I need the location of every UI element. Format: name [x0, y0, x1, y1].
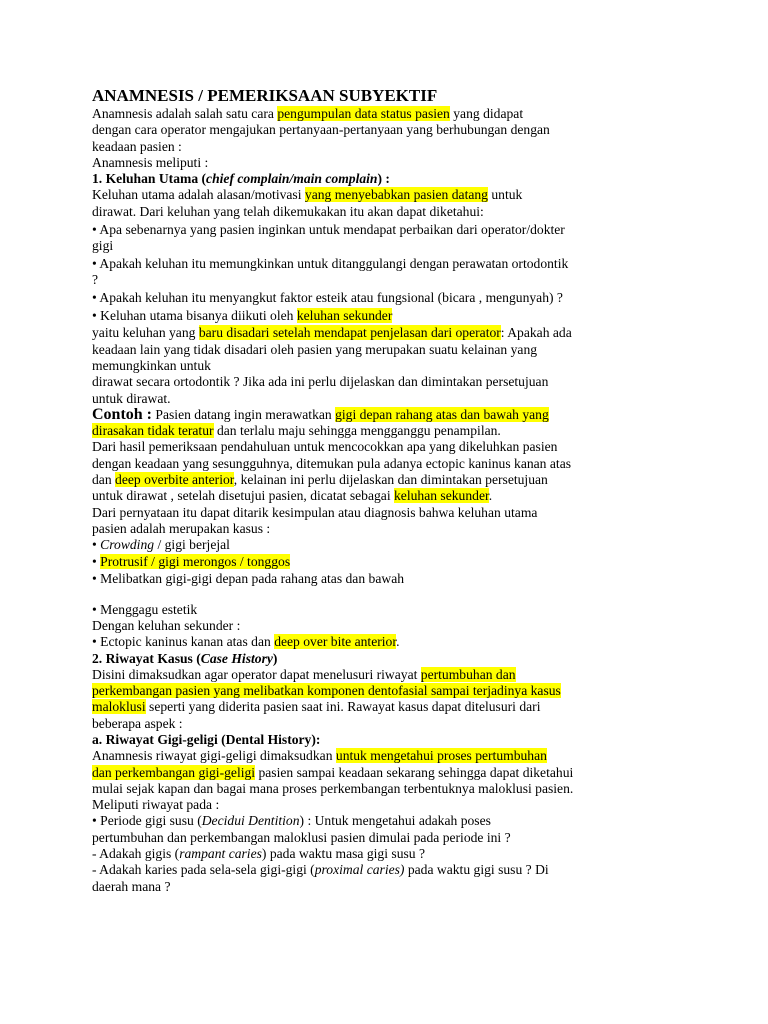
- case-bullet: • Menggagu estetik: [92, 601, 198, 617]
- example-line: Dari hasil pemeriksaan pendahuluan untuk mencocokkan apa yang dikeluhkan pasien: [92, 439, 558, 455]
- text-run: •: [92, 553, 101, 569]
- bullet-item: • Apa sebenarnya yang pasien inginkan untuk mendapat perbaikan dari operator/dokter: [92, 221, 565, 237]
- text-run: Keluhan utama adalah alasan/motivasi: [92, 187, 305, 203]
- highlighted-text: keluhan sekunder: [394, 488, 489, 504]
- text-run: Disini dimaksudkan agar operator dapat menelusuri riwayat: [92, 666, 421, 682]
- text-run: •: [92, 537, 101, 553]
- example-line: pasien adalah merupakan kasus :: [92, 520, 271, 536]
- bullet-continuation: gigi: [92, 237, 114, 253]
- highlighted-text: yang menyebabkan pasien datang: [304, 187, 488, 203]
- case-bullet: • Melibatkan gigi-gigi depan pada rahang atas dan bawah: [92, 571, 405, 587]
- text-run: yang didapat: [449, 106, 524, 121]
- text-run: .: [396, 634, 400, 650]
- text-run: Anamnesis adalah salah satu cara: [92, 106, 278, 121]
- text-run: untuk dirawat , setelah disetujui pasien, dicatat sebagai: [92, 488, 394, 504]
- example-line: Dari pernyataan itu dapat ditarik kesimpulan atau diagnosis bahwa keluhan utama: [92, 504, 538, 520]
- paragraph-line: [92, 667, 652, 683]
- text-run: pada waktu gigi susu ? Di: [404, 862, 549, 878]
- example-line: [92, 423, 652, 439]
- text-run: • Ectopic kaninus kanan atas dan: [92, 634, 275, 650]
- subsection-a-heading: a. Riwayat Gigi-geligi (Dental History):: [92, 731, 321, 747]
- text-run: / gigi berjejal: [154, 537, 230, 553]
- text-run: dan terlalu maju sehingga mengganggu penampilan.: [213, 423, 501, 439]
- italic-text: proximal caries): [314, 862, 405, 878]
- paragraph-line: [92, 699, 652, 715]
- case-bullet: [92, 537, 652, 553]
- text-run: untuk: [487, 187, 523, 203]
- text-run: • Keluhan utama bisanya diikuti oleh: [92, 307, 297, 323]
- paragraph-line: dirawat secara ortodontik ? Jika ada ini perlu dijelaskan dan dimintakan persetujuan: [92, 374, 549, 390]
- paragraph-line: [92, 765, 652, 781]
- example-line: [92, 407, 652, 423]
- italic-text: Decidui Dentition: [201, 813, 300, 829]
- text-run: • Periode gigi susu (: [92, 813, 202, 829]
- italic-text: rampant caries: [179, 846, 262, 862]
- text-run: yaitu keluhan yang: [92, 325, 199, 341]
- highlighted-text: pertumbuhan dan: [420, 666, 516, 682]
- bullet-item: • Apakah keluhan itu memungkinkan untuk ditanggulangi dengan perawatan ortodontik: [92, 255, 569, 271]
- paragraph-line: memungkinkan untuk: [92, 357, 211, 373]
- italic-text: Crowding: [100, 537, 155, 553]
- dash-item: [92, 846, 652, 862]
- bullet-item: [92, 813, 652, 829]
- paragraph-line: [92, 748, 652, 764]
- paragraph-line: [92, 325, 652, 341]
- text-run: Anamnesis riwayat gigi-geligi dimaksudkan: [92, 748, 336, 764]
- highlighted-text: Protrusif / gigi merongos / tonggos: [100, 553, 291, 569]
- section-2-heading: [92, 651, 652, 667]
- intro-line-2: dengan cara operator mengajukan pertanyaan-pertanyaan yang berhubungan dengan: [92, 122, 550, 138]
- bullet-item: [92, 308, 652, 324]
- text-run: - Adakah gigis (: [92, 846, 180, 862]
- text-run: ) :: [377, 171, 390, 187]
- text-run: ) pada waktu masa gigi susu ?: [261, 846, 426, 862]
- highlighted-text: keluhan sekunder: [296, 307, 393, 323]
- text-run: .: [488, 488, 493, 504]
- intro-line-4: Anamnesis meliputi :: [92, 154, 209, 170]
- paragraph-line: dirawat. Dari keluhan yang telah dikemukakan itu akan dapat diketahui:: [92, 203, 484, 219]
- paragraph-line: untuk dirawat.: [92, 390, 171, 406]
- highlighted-text: deep overbite anterior: [115, 472, 234, 488]
- text-run: Pasien datang ingin merawatkan: [152, 406, 336, 422]
- paragraph-line: [92, 683, 652, 699]
- highlighted-text: pengumpulan data status pasien: [277, 106, 450, 121]
- text-run: dan: [92, 472, 116, 488]
- highlighted-text: baru disadari setelah mendapat penjelasan dari operator: [198, 325, 501, 341]
- text-run: 1. Keluhan Utama (: [92, 171, 207, 187]
- case-bullet: [92, 554, 652, 570]
- example-line: [92, 488, 652, 504]
- bullet-item: • Apakah keluhan itu menyangkut faktor esteik atau fungsional (bicara , mengunyah) ?: [92, 289, 563, 305]
- text-run: pasien sampai keadaan sekarang sehingga dapat diketahui: [255, 764, 574, 780]
- example-label: Contoh :: [92, 405, 153, 423]
- text-run: - Adakah karies pada sela-sela gigi-gigi (: [92, 862, 315, 878]
- highlighted-text: perkembangan pasien yang melibatkan komponen dentofasial sampai terjadinya kasus: [92, 683, 561, 699]
- paragraph-line: Meliputi riwayat pada :: [92, 797, 220, 813]
- text-run: 2. Riwayat Kasus (: [92, 650, 201, 666]
- highlighted-text: untuk mengetahui proses pertumbuhan: [335, 748, 547, 764]
- dash-item: [92, 862, 652, 878]
- example-line: [92, 472, 652, 488]
- intro-line-1: [92, 106, 652, 122]
- italic-text: Case History: [200, 650, 273, 666]
- italic-text: chief complain/main complain: [206, 171, 378, 187]
- paragraph-line: [92, 187, 652, 203]
- text-run: , kelainan ini perlu dijelaskan dan dimintakan persetujuan: [233, 472, 548, 488]
- highlighted-text: deep over bite anterior: [274, 634, 397, 650]
- highlighted-text: maloklusi: [92, 699, 146, 715]
- section-1-heading: [92, 171, 652, 187]
- text-run: : Apakah ada: [500, 325, 572, 341]
- document-title: ANAMNESIS / PEMERIKSAAN SUBYEKTIF: [92, 86, 438, 105]
- bullet-continuation: ?: [92, 271, 99, 287]
- text-run: seperti yang diderita pasien saat ini. Rawayat kasus dapat ditelusuri dari: [145, 699, 541, 715]
- highlighted-text: dirasakan tidak teratur: [92, 423, 214, 439]
- highlighted-text: gigi depan rahang atas dan bawah yang: [335, 406, 549, 422]
- paragraph-line: beberapa aspek :: [92, 715, 183, 731]
- highlighted-text: dan perkembangan gigi-geligi: [92, 764, 256, 780]
- text-run: ): [272, 650, 278, 666]
- case-bullet: [92, 634, 652, 650]
- document-page: [92, 86, 652, 895]
- text-run: ) : Untuk mengetahui adakah poses: [299, 813, 491, 829]
- paragraph-line: mulai sejak kapan dan bagai mana proses perkembangan terbentuknya maloklusi pasien.: [92, 780, 574, 796]
- intro-line-3: keadaan pasien :: [92, 138, 182, 154]
- case-line: Dengan keluhan sekunder :: [92, 617, 241, 633]
- paragraph-line: keadaan lain yang tidak disadari oleh pasien yang merupakan suatu kelainan yang: [92, 341, 538, 357]
- paragraph-line: pertumbuhan dan perkembangan maloklusi pasien dimulai pada periode ini ?: [92, 829, 511, 845]
- example-line: dengan keadaan yang sesungguhnya, ditemukan pula adanya ectopic kaninus kanan atas: [92, 455, 572, 471]
- paragraph-line: daerah mana ?: [92, 878, 171, 894]
